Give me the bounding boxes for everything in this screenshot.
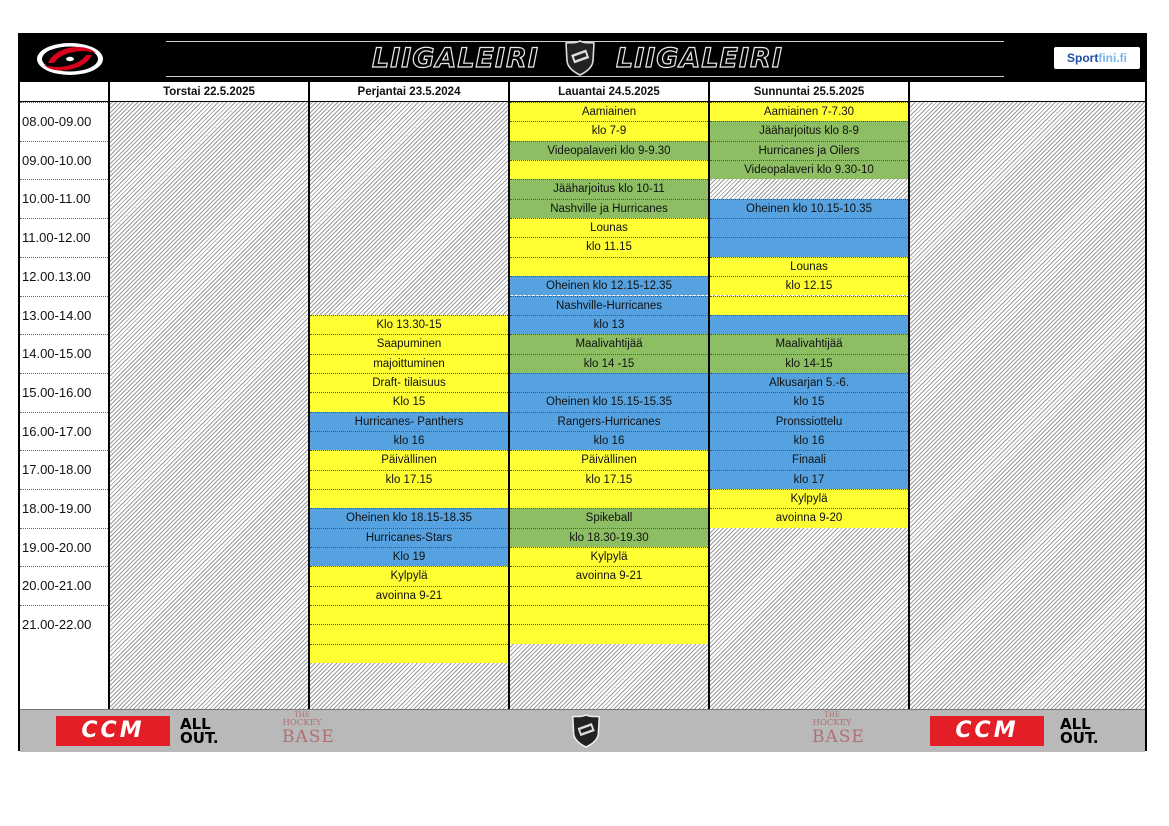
column-divider — [308, 82, 310, 709]
column-divider — [508, 82, 510, 709]
event-cell-friday: avoinna 9-21 — [310, 586, 508, 605]
time-slot-label: 10.00-11.00 — [20, 179, 108, 218]
allout-logo — [180, 717, 219, 745]
event-cell-saturday: Nashville-Hurricanes — [510, 296, 708, 315]
event-cell-sunday: Oheinen klo 10.15-10.35 — [710, 199, 908, 218]
event-cell-saturday — [510, 373, 708, 392]
event-cell-sunday: avoinna 9-20 — [710, 508, 908, 527]
event-cell-sunday: Kylpylä — [710, 489, 908, 508]
event-cell-saturday: klo 14 -15 — [510, 354, 708, 373]
event-cell-sunday: Maalivahtijää — [710, 334, 908, 353]
event-cell-sunday — [710, 218, 908, 237]
event-cell-saturday — [510, 605, 708, 624]
time-slot-label: 08.00-09.00 — [20, 102, 108, 141]
day-header-row — [20, 82, 1145, 102]
event-cell-sunday: Jääharjoitus klo 8-9 — [710, 121, 908, 140]
event-cell-sunday: Lounas — [710, 257, 908, 276]
event-cell-saturday — [510, 160, 708, 179]
day-header-blank — [910, 82, 1145, 102]
event-cell-friday: Klo 19 — [310, 547, 508, 566]
sponsor-footer — [20, 709, 1145, 752]
day-header-thursday: Torstai 22.5.2025 — [163, 86, 255, 98]
event-cell-sunday — [710, 237, 908, 256]
time-slot-label: 09.00-10.00 — [20, 141, 108, 180]
event-cell-sunday: Alkusarjan 5.-6. — [710, 373, 908, 392]
event-cell-friday: Saapuminen — [310, 334, 508, 353]
event-cell-sunday: Finaali — [710, 450, 908, 469]
event-cell-friday: Päivällinen — [310, 450, 508, 469]
schedule-grid — [20, 102, 1145, 709]
event-cell-saturday: Oheinen klo 15.15-15.35 — [510, 392, 708, 411]
time-column — [20, 102, 108, 709]
event-cell-friday — [310, 624, 508, 643]
header-title-right: LIIGALEIRI — [616, 43, 783, 74]
event-cell-saturday: klo 18.30-19.30 — [510, 528, 708, 547]
event-cell-saturday: Oheinen klo 12.15-12.35 — [510, 276, 708, 295]
event-cell-saturday: Nashville ja Hurricanes — [510, 199, 708, 218]
event-cell-saturday — [510, 257, 708, 276]
event-cell-saturday — [510, 624, 708, 643]
column-thursday — [110, 102, 308, 709]
event-cell-saturday: klo 17.15 — [510, 470, 708, 489]
event-cell-saturday: Aamiainen — [510, 102, 708, 121]
event-cell-friday: klo 16 — [310, 431, 508, 450]
hurricanes-logo-icon — [34, 41, 106, 77]
time-slot-label: 13.00-14.00 — [20, 296, 108, 335]
nhl-shield-icon — [570, 713, 602, 749]
time-slot-label: 12.00.13.00 — [20, 257, 108, 296]
event-cell-saturday: klo 7-9 — [510, 121, 708, 140]
sportfini-logo-accent: fini.fi — [1098, 51, 1127, 65]
day-header-friday: Perjantai 23.5.2024 — [357, 86, 461, 98]
event-cell-sunday: klo 16 — [710, 431, 908, 450]
event-cell-saturday — [510, 586, 708, 605]
allout-line1: ALL — [1060, 715, 1091, 733]
event-cell-saturday: Jääharjoitus klo 10-11 — [510, 179, 708, 198]
event-cell-saturday — [510, 489, 708, 508]
schedule-sheet — [18, 33, 1147, 751]
event-cell-saturday: Spikeball — [510, 508, 708, 527]
day-header-saturday: Lauantai 24.5.2025 — [558, 86, 660, 98]
event-cell-sunday — [710, 315, 908, 334]
column-extra — [910, 102, 1145, 709]
time-slot-label: 21.00-22.00 — [20, 605, 108, 644]
time-slot-label: 16.00-17.00 — [20, 412, 108, 451]
hockeybase-small: THE — [824, 711, 840, 719]
column-saturday — [510, 102, 708, 709]
header-band — [20, 35, 1145, 82]
hockeybase-mid: HOCKEY — [812, 718, 852, 728]
ccm-logo: CCM — [930, 716, 1044, 746]
event-cell-saturday: Lounas — [510, 218, 708, 237]
time-slot-label: 20.00-21.00 — [20, 566, 108, 605]
event-cell-friday: Klo 13.30-15 — [310, 315, 508, 334]
hockeybase-big: BASE — [812, 727, 865, 747]
column-sunday — [710, 102, 908, 709]
event-cell-friday — [310, 644, 508, 663]
hockeybase-big: BASE — [282, 727, 335, 747]
allout-line1: ALL — [180, 715, 211, 733]
event-cell-friday: Kylpylä — [310, 566, 508, 585]
sportfini-logo — [1054, 47, 1140, 69]
event-cell-saturday: klo 13 — [510, 315, 708, 334]
event-cell-saturday: Kylpylä — [510, 547, 708, 566]
event-cell-friday — [310, 489, 508, 508]
event-cell-sunday: Hurricanes ja Oilers — [710, 141, 908, 160]
time-slot-label: 15.00-16.00 — [20, 373, 108, 412]
event-cell-sunday: klo 14-15 — [710, 354, 908, 373]
event-cell-friday — [310, 605, 508, 624]
allout-logo — [1060, 717, 1099, 745]
column-divider — [908, 82, 910, 709]
event-cell-friday: Draft- tilaisuus — [310, 373, 508, 392]
sportfini-logo-main: Sport — [1066, 51, 1099, 65]
event-cell-saturday: Maalivahtijää — [510, 334, 708, 353]
event-cell-saturday: Videopalaveri klo 9-9.30 — [510, 141, 708, 160]
time-slot-label: 11.00-12.00 — [20, 218, 108, 257]
column-divider — [108, 82, 110, 709]
event-cell-friday: Hurricanes- Panthers — [310, 412, 508, 431]
event-cell-sunday: klo 12.15 — [710, 276, 908, 295]
event-cell-saturday: avoinna 9-21 — [510, 566, 708, 585]
hockeybase-small: THE — [294, 711, 310, 719]
event-cell-sunday: klo 15 — [710, 392, 908, 411]
event-cell-friday: Oheinen klo 18.15-18.35 — [310, 508, 508, 527]
time-slot-label: 14.00-15.00 — [20, 334, 108, 373]
event-cell-sunday: Pronssiottelu — [710, 412, 908, 431]
column-divider — [708, 82, 710, 709]
event-cell-sunday: Aamiainen 7-7.30 — [710, 102, 908, 121]
time-slot-label: 19.00-20.00 — [20, 528, 108, 567]
ccm-logo: CCM — [56, 716, 170, 746]
header-title-left: LIIGALEIRI — [372, 43, 539, 74]
column-friday — [310, 102, 508, 709]
event-cell-saturday: Rangers-Hurricanes — [510, 412, 708, 431]
event-cell-saturday: klo 11.15 — [510, 237, 708, 256]
event-cell-sunday — [710, 296, 908, 315]
hockeybase-mid: HOCKEY — [282, 718, 322, 728]
event-cell-sunday: klo 17 — [710, 470, 908, 489]
day-header-sunday: Sunnuntai 25.5.2025 — [753, 86, 865, 98]
event-cell-friday: klo 17.15 — [310, 470, 508, 489]
allout-line2: OUT. — [1060, 729, 1099, 747]
event-cell-friday: Hurricanes-Stars — [310, 528, 508, 547]
event-cell-sunday: Videopalaveri klo 9.30-10 — [710, 160, 908, 179]
time-slot-label: 18.00-19.00 — [20, 489, 108, 528]
event-cell-friday: majoittuminen — [310, 354, 508, 373]
event-cell-saturday: Päivällinen — [510, 450, 708, 469]
hockeybase-logo — [812, 711, 865, 747]
nhl-shield-icon — [564, 39, 596, 77]
time-slot-label: 17.00-18.00 — [20, 450, 108, 489]
hockeybase-logo — [282, 711, 335, 747]
event-cell-friday: Klo 15 — [310, 392, 508, 411]
event-cell-saturday: klo 16 — [510, 431, 708, 450]
allout-line2: OUT. — [180, 729, 219, 747]
